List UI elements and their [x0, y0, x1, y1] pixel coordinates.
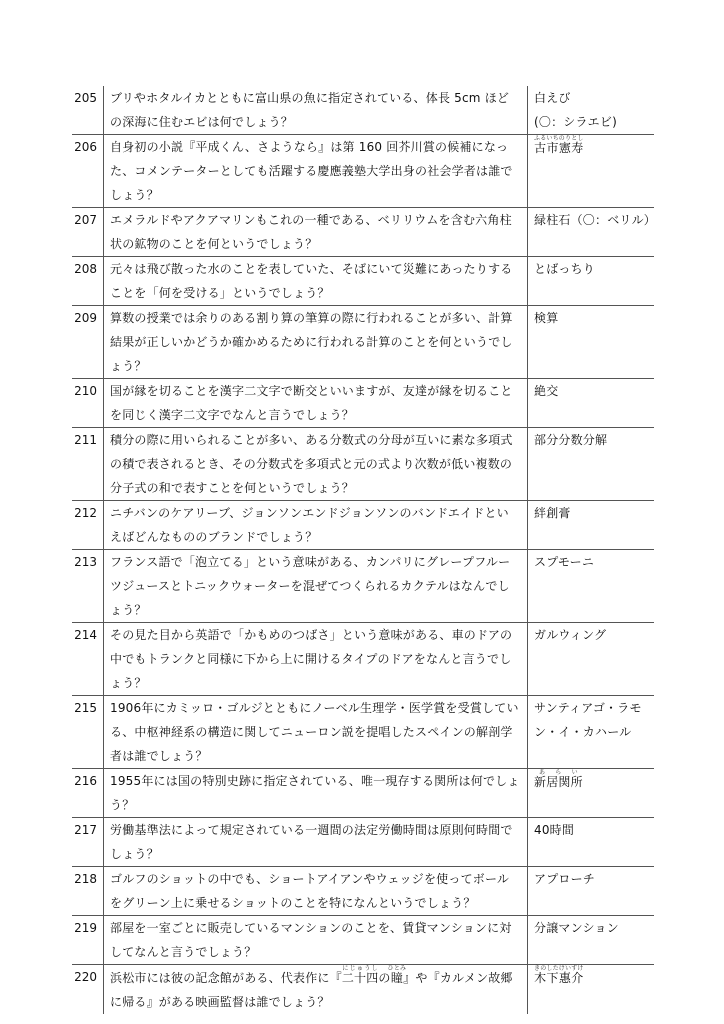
question-text-part: 浜松市には彼の記念館がある、代表作に『: [110, 971, 342, 985]
table-row: [72, 86, 654, 134]
question-text: 算数の授業では余りのある割り算の筆算の際に行われることが多い、計算結果が正しいかどうか確かめるために行われる計算のことを何というでしょう？: [104, 306, 528, 378]
answer-base: 古市憲寿: [534, 141, 584, 155]
answer-text: アプローチ: [534, 872, 596, 886]
table-row: [72, 622, 654, 695]
answer-text: ガルウィング: [534, 628, 607, 642]
answer-text: [528, 965, 654, 1014]
table-row: [72, 549, 654, 622]
table-row: [72, 915, 654, 964]
answer-text: 検算: [534, 311, 559, 325]
question-number: 213: [72, 550, 104, 622]
question-text: ゴルフのショットの中でも、ショートアイアンやウェッジを使ってボールをグリーン上に乗せるショットのことを特になんというでしょう？: [104, 867, 528, 915]
ruby-text: ひとみ: [387, 965, 407, 972]
question-number: 218: [72, 867, 104, 915]
question-number: 220: [72, 965, 104, 1014]
ruby-base: 瞳: [387, 971, 407, 985]
answer-ruby: あらい: [534, 769, 583, 776]
question-text: フランス語で「泡立てる」という意味がある、カンパリにグレープフルーツジュースとトニックウォーターを混ぜてつくられるカクテルはなんでしょう？: [104, 550, 528, 622]
question-text-part: の: [378, 971, 391, 985]
answer-text: サンティアゴ・ラモン・イ・カハール: [534, 701, 642, 739]
table-row: [72, 695, 654, 768]
table-row: [72, 817, 654, 866]
question-text: ブリやホタルイカとともに富山県の魚に指定されている、体長 5cm ほどの深海に住むエビは何でしょう？: [104, 86, 528, 134]
question-number: 210: [72, 379, 104, 427]
question-number: 206: [72, 135, 104, 207]
question-number: 214: [72, 623, 104, 695]
question-number: 219: [72, 916, 104, 964]
table-row: [72, 378, 654, 427]
table-row: [72, 500, 654, 549]
question-text: 積分の際に用いられることが多い、ある分数式の分母が互いに素な多項式の積で表されるとき、その分数式を多項式と元の式より次数が低い複数の分子式の和で表すことを何というでしょう？: [104, 428, 528, 500]
question-number: 205: [72, 86, 104, 134]
answer-text: 白えび (〇：シラエビ): [534, 91, 617, 129]
question-number: 212: [72, 501, 104, 549]
answer-text: [528, 135, 654, 207]
question-number: 215: [72, 696, 104, 768]
answer-base: 新居関所: [534, 775, 583, 789]
question-text: ニチバンのケアリーブ、ジョンソンエンドジョンソンのバンドエイドといえばどんなもののブランドでしょう？: [104, 501, 528, 549]
answer-text: 40時間: [534, 823, 575, 837]
answer-text: スプモーニ: [534, 555, 595, 569]
table-row: [72, 256, 654, 305]
question-text: その見た目から英語で「かもめのつばさ」という意味がある、車のドアの中でもトランクと同様に下から上に開けるタイプのドアをなんと言うでしょう？: [104, 623, 528, 695]
table-row: [72, 305, 654, 378]
question-number: 216: [72, 769, 104, 817]
table-row: [72, 207, 657, 256]
question-number: 217: [72, 818, 104, 866]
question-number: 209: [72, 306, 104, 378]
table-row: [72, 134, 654, 207]
question-text: 部屋を一室ごとに販売しているマンションのことを、賃貸マンションに対してなんと言うでしょう？: [104, 916, 528, 964]
question-text: 労働基準法によって規定されている一週間の法定労働時間は原則何時間でしょう？: [104, 818, 528, 866]
question-text: エメラルドやアクアマリンもこれの一種である、ベリリウムを含む六角柱状の鉱物のことを何というでしょう？: [104, 208, 528, 256]
question-text: 1906年にカミッロ・ゴルジとともにノーベル生理学・医学賞を受賞している、中枢神経系の構造に関してニューロン説を提唱したスペインの解剖学者は誰でしょう？: [104, 696, 528, 768]
question-text: 元々は飛び散った水のことを表していた、そばにいて災難にあったりすることを「何を受ける」というでしょう？: [104, 257, 528, 305]
answer-ruby: きのしたけいすけ: [534, 965, 584, 972]
ruby-text: にじゅうし: [341, 965, 379, 972]
answer-text: 絶交: [534, 384, 559, 398]
answer-ruby: ふるいちのりとし: [534, 135, 584, 142]
quiz-table: [72, 86, 657, 1014]
answer-text: とばっちり: [534, 262, 596, 276]
answer-text: 部分分数分解: [534, 433, 608, 447]
answer-text: 分譲マンション: [534, 921, 619, 935]
answer-text: [528, 769, 654, 817]
ruby-base: 二十四: [341, 971, 379, 985]
question-number: 211: [72, 428, 104, 500]
table-row: [72, 427, 654, 500]
table-row: [72, 768, 654, 817]
answer-text: 絆創膏: [534, 506, 571, 520]
question-text: 1955年には国の特別史跡に指定されている、唯一現存する関所は何でしょう？: [104, 769, 528, 817]
question-text: 自身初の小説『平成くん、さようなら』は第 160 回芥川賞の候補になった、コメンテーターとしても活躍する慶應義塾大学出身の社会学者は誰でしょう？: [104, 135, 528, 207]
answer-text: 緑柱石（〇：ベリル）: [534, 213, 657, 227]
table-row: [72, 866, 654, 915]
question-number: 208: [72, 257, 104, 305]
question-text: [104, 965, 528, 1014]
question-number: 207: [72, 208, 104, 256]
question-text: 国が縁を切ることを漢字二文字で断交といいますが、友達が縁を切ることを同じく漢字二文字でなんと言うでしょう？: [104, 379, 528, 427]
answer-base: 木下惠介: [534, 971, 584, 985]
table-row: [72, 964, 654, 1014]
question-text-part: 』や『カルメン故郷に帰る』がある映画監督は誰でしょう？: [110, 971, 513, 1009]
